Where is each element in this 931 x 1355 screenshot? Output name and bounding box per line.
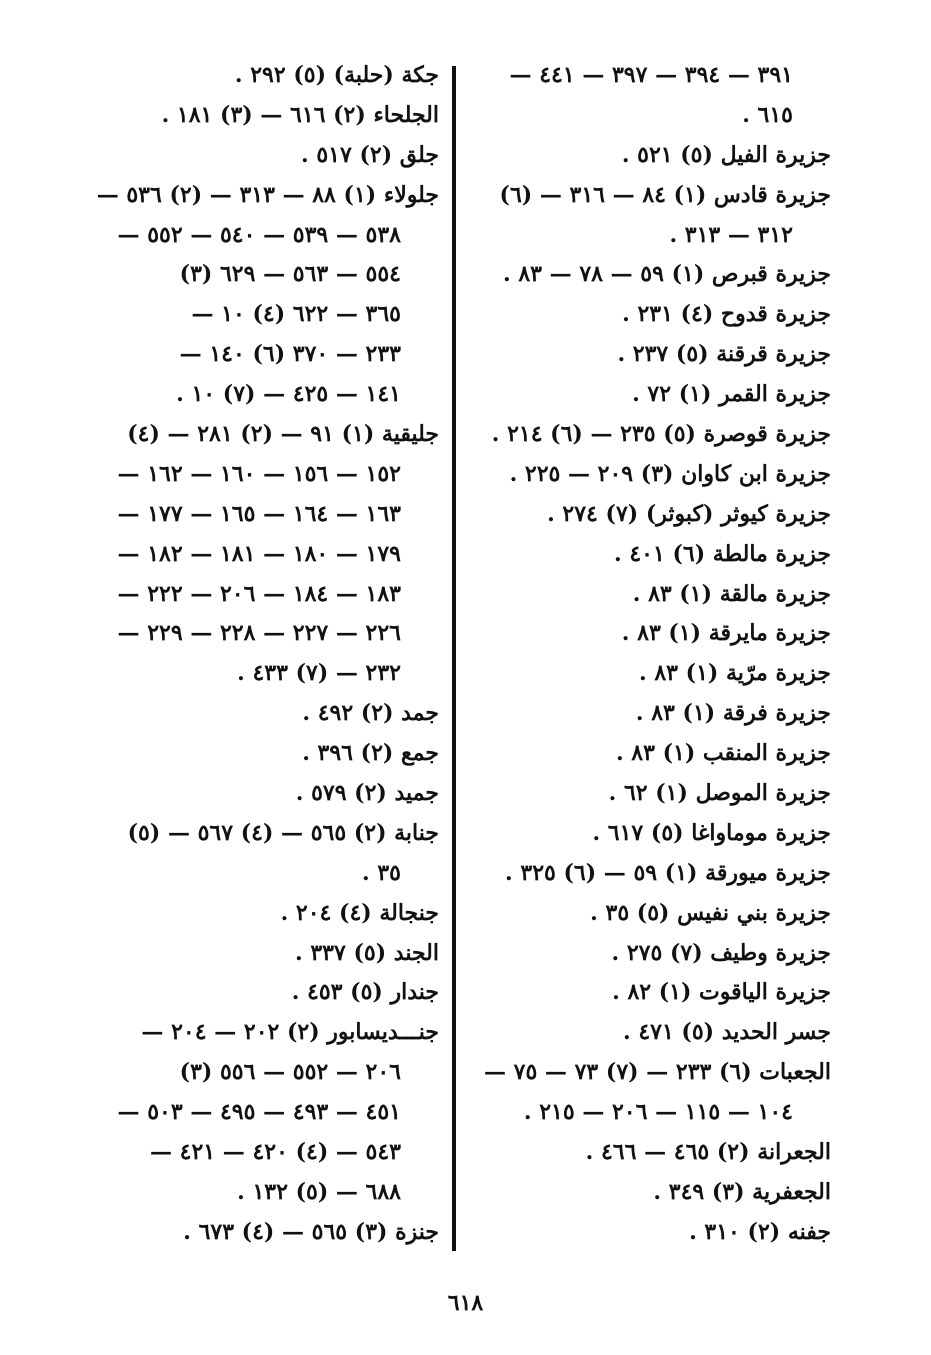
index-entry-line: جزيرة القمر (١) ٧٢ . bbox=[632, 381, 831, 408]
index-entry-line: ٥٤٣ — (٤) ٤٢٠ — ٤٢١ — bbox=[150, 1139, 401, 1166]
index-entry-line: الجلحاء (٢) ٦١٦ — (٣) ١٨١ . bbox=[161, 101, 439, 128]
index-entry-line: جليقية (١) ٩١ — (٢) ٢٨١ — (٤) bbox=[127, 421, 439, 448]
index-entry-line: ١٠٤ — ١١٥ — ٢٠٦ — ٢١٥ . bbox=[523, 1099, 793, 1126]
index-entry-line: جزيرة قدوح (٤) ٢٣١ . bbox=[622, 301, 831, 328]
page-number: ٦١٨ bbox=[447, 1290, 484, 1316]
index-entry-line: جلولاء (١) ٨٨ — ٣١٣ — (٢) ٥٣٦ — bbox=[96, 181, 439, 208]
index-entry-line: جزيرة وطيف (٧) ٢٧٥ . bbox=[611, 939, 831, 966]
left-column bbox=[79, 56, 439, 1253]
index-entry-line: جندار (٥) ٤٥٣ . bbox=[291, 979, 439, 1006]
index-entry-line: ٦٨٨ — (٥) ١٣٢ . bbox=[237, 1178, 401, 1205]
index-entry-line: جسر الحديد (٥) ٤٧١ . bbox=[622, 1019, 831, 1046]
index-entry-line: جزيرة قرقنة (٥) ٢٣٧ . bbox=[617, 341, 831, 368]
index-entry-line: جمد (٢) ٤٩٢ . bbox=[302, 700, 439, 727]
index-entry-line: جزيرة قبرص (١) ٥٩ — ٧٨ — ٨٣ . bbox=[503, 261, 831, 288]
index-entry-line: جزيرة الموصل (١) ٦٢ . bbox=[608, 780, 831, 807]
index-entry-line: ٥٣٨ — ٥٣٩ — ٥٤٠ — ٥٥٢ — bbox=[117, 221, 401, 248]
index-entry-line: جكة (حلبة) (٥) ٢٩٢ . bbox=[234, 62, 439, 88]
index-entry-line: ٢٣٣ — ٣٧٠ (٦) ١٤٠ — bbox=[179, 341, 401, 368]
index-entry-line: الجعفرية (٣) ٣٤٩ . bbox=[653, 1178, 831, 1205]
index-entry-line: جزيرة الفيل (٥) ٥٢١ . bbox=[621, 141, 831, 168]
index-entry-line: الجعبات (٦) ٢٣٣ — (٧) ٧٣ — ٧٥ — bbox=[483, 1059, 831, 1086]
index-entry-line: جلق (٢) ٥١٧ . bbox=[301, 141, 439, 168]
index-entry-line: ١٦٣ — ١٦٤ — ١٦٥ — ١٧٧ — bbox=[117, 500, 401, 527]
index-entry-line: جزيرة فرقة (١) ٨٣ . bbox=[635, 700, 831, 727]
index-entry-line: جزيرة موماواغا (٥) ٦١٧ . bbox=[592, 819, 831, 846]
index-entry-line: ١٨٣ — ١٨٤ — ٢٠٦ — ٢٢٢ — bbox=[117, 580, 401, 607]
index-entry-line: الجند (٥) ٣٣٧ . bbox=[295, 939, 439, 966]
index-entry-line: ١٤١ — ٤٢٥ — (٧) ١٠ . bbox=[176, 381, 401, 408]
index-entry-line: ٥٥٤ — ٥٦٣ — ٦٢٩ (٣) bbox=[179, 261, 401, 288]
index-entry-line: جزيرة ميورقة (١) ٥٩ — (٦) ٣٢٥ . bbox=[505, 859, 831, 886]
right-column bbox=[481, 56, 831, 1253]
index-entry-line: ٣٦٥ — ٦٢٢ (٤) ١٠ — bbox=[191, 301, 401, 328]
index-entry-line: الجعرانة (٢) ٤٦٥ — ٤٦٦ . bbox=[585, 1139, 831, 1166]
index-entry-line: جزيرة كيوثر (كبوثر) (٧) ٢٧٤ . bbox=[547, 500, 831, 527]
index-entry-line: جزيرة مايرقة (١) ٨٣ . bbox=[621, 620, 831, 647]
index-entry-line: جزيرة قادس (١) ٨٤ — ٣١٦ — (٦) bbox=[499, 181, 831, 208]
index-entry-line: ٢٣٢ — (٧) ٤٣٣ . bbox=[237, 660, 401, 687]
index-entry-line: ٤٥١ — ٤٩٣ — ٤٩٥ — ٥٠٣ — bbox=[117, 1099, 401, 1126]
index-entry-line: جنـــديسابور (٢) ٢٠٢ — ٢٠٤ — bbox=[141, 1019, 439, 1046]
index-entry-line: جزيرة ابن كاوان (٣) ٢٠٩ — ٢٢٥ . bbox=[509, 460, 831, 487]
index-entry-line: جمع (٢) ٣٩٦ . bbox=[302, 740, 439, 767]
index-entry-line: جزيرة بني نفيس (٥) ٣٥ . bbox=[590, 899, 831, 926]
index-entry-line: جنجالة (٤) ٢٠٤ . bbox=[280, 899, 439, 926]
index-entry-line: ٣٥ . bbox=[362, 859, 401, 886]
index-entry-line: جنابة (٢) ٥٦٥ — (٤) ٥٦٧ — (٥) bbox=[127, 819, 439, 846]
index-entry-line: ١٥٢ — ١٥٦ — ١٦٠ — ١٦٢ — bbox=[117, 460, 401, 487]
index-entry-line: جميد (٢) ٥٧٩ . bbox=[295, 780, 439, 807]
index-entry-line: ٢٢٦ — ٢٢٧ — ٢٢٨ — ٢٢٩ — bbox=[117, 620, 401, 647]
index-entry-line: جزيرة المنقب (١) ٨٣ . bbox=[615, 740, 831, 767]
index-entry-line: ٢٠٦ — ٥٥٢ — ٥٥٦ (٣) bbox=[179, 1059, 401, 1086]
index-entry-line: ٣٩١ — ٣٩٤ — ٣٩٧ — ٤٤١ — bbox=[509, 62, 793, 88]
index-entry-line: ١٧٩ — ١٨٠ — ١٨١ — ١٨٢ — bbox=[117, 540, 401, 567]
column-divider bbox=[452, 66, 456, 1251]
index-entry-line: جفنه (٢) ٣١٠ . bbox=[689, 1218, 831, 1245]
index-entry-line: جزيرة الياقوت (١) ٨٢ . bbox=[612, 979, 831, 1006]
index-entry-line: جنزة (٣) ٥٦٥ — (٤) ٦٧٣ . bbox=[183, 1218, 439, 1245]
index-entry-line: ٣١٢ — ٣١٣ . bbox=[669, 221, 793, 248]
index-entry-line: جزيرة مالطة (٦) ٤٠١ . bbox=[614, 540, 831, 567]
index-entry-line: جزيرة قوصرة (٥) ٢٣٥ — (٦) ٢١٤ . bbox=[491, 421, 831, 448]
index-entry-line: ٦١٥ . bbox=[742, 101, 793, 128]
index-entry-line: جزيرة مالقة (١) ٨٣ . bbox=[632, 580, 831, 607]
index-entry-line: جزيرة مرّية (١) ٨٣ . bbox=[639, 660, 831, 687]
